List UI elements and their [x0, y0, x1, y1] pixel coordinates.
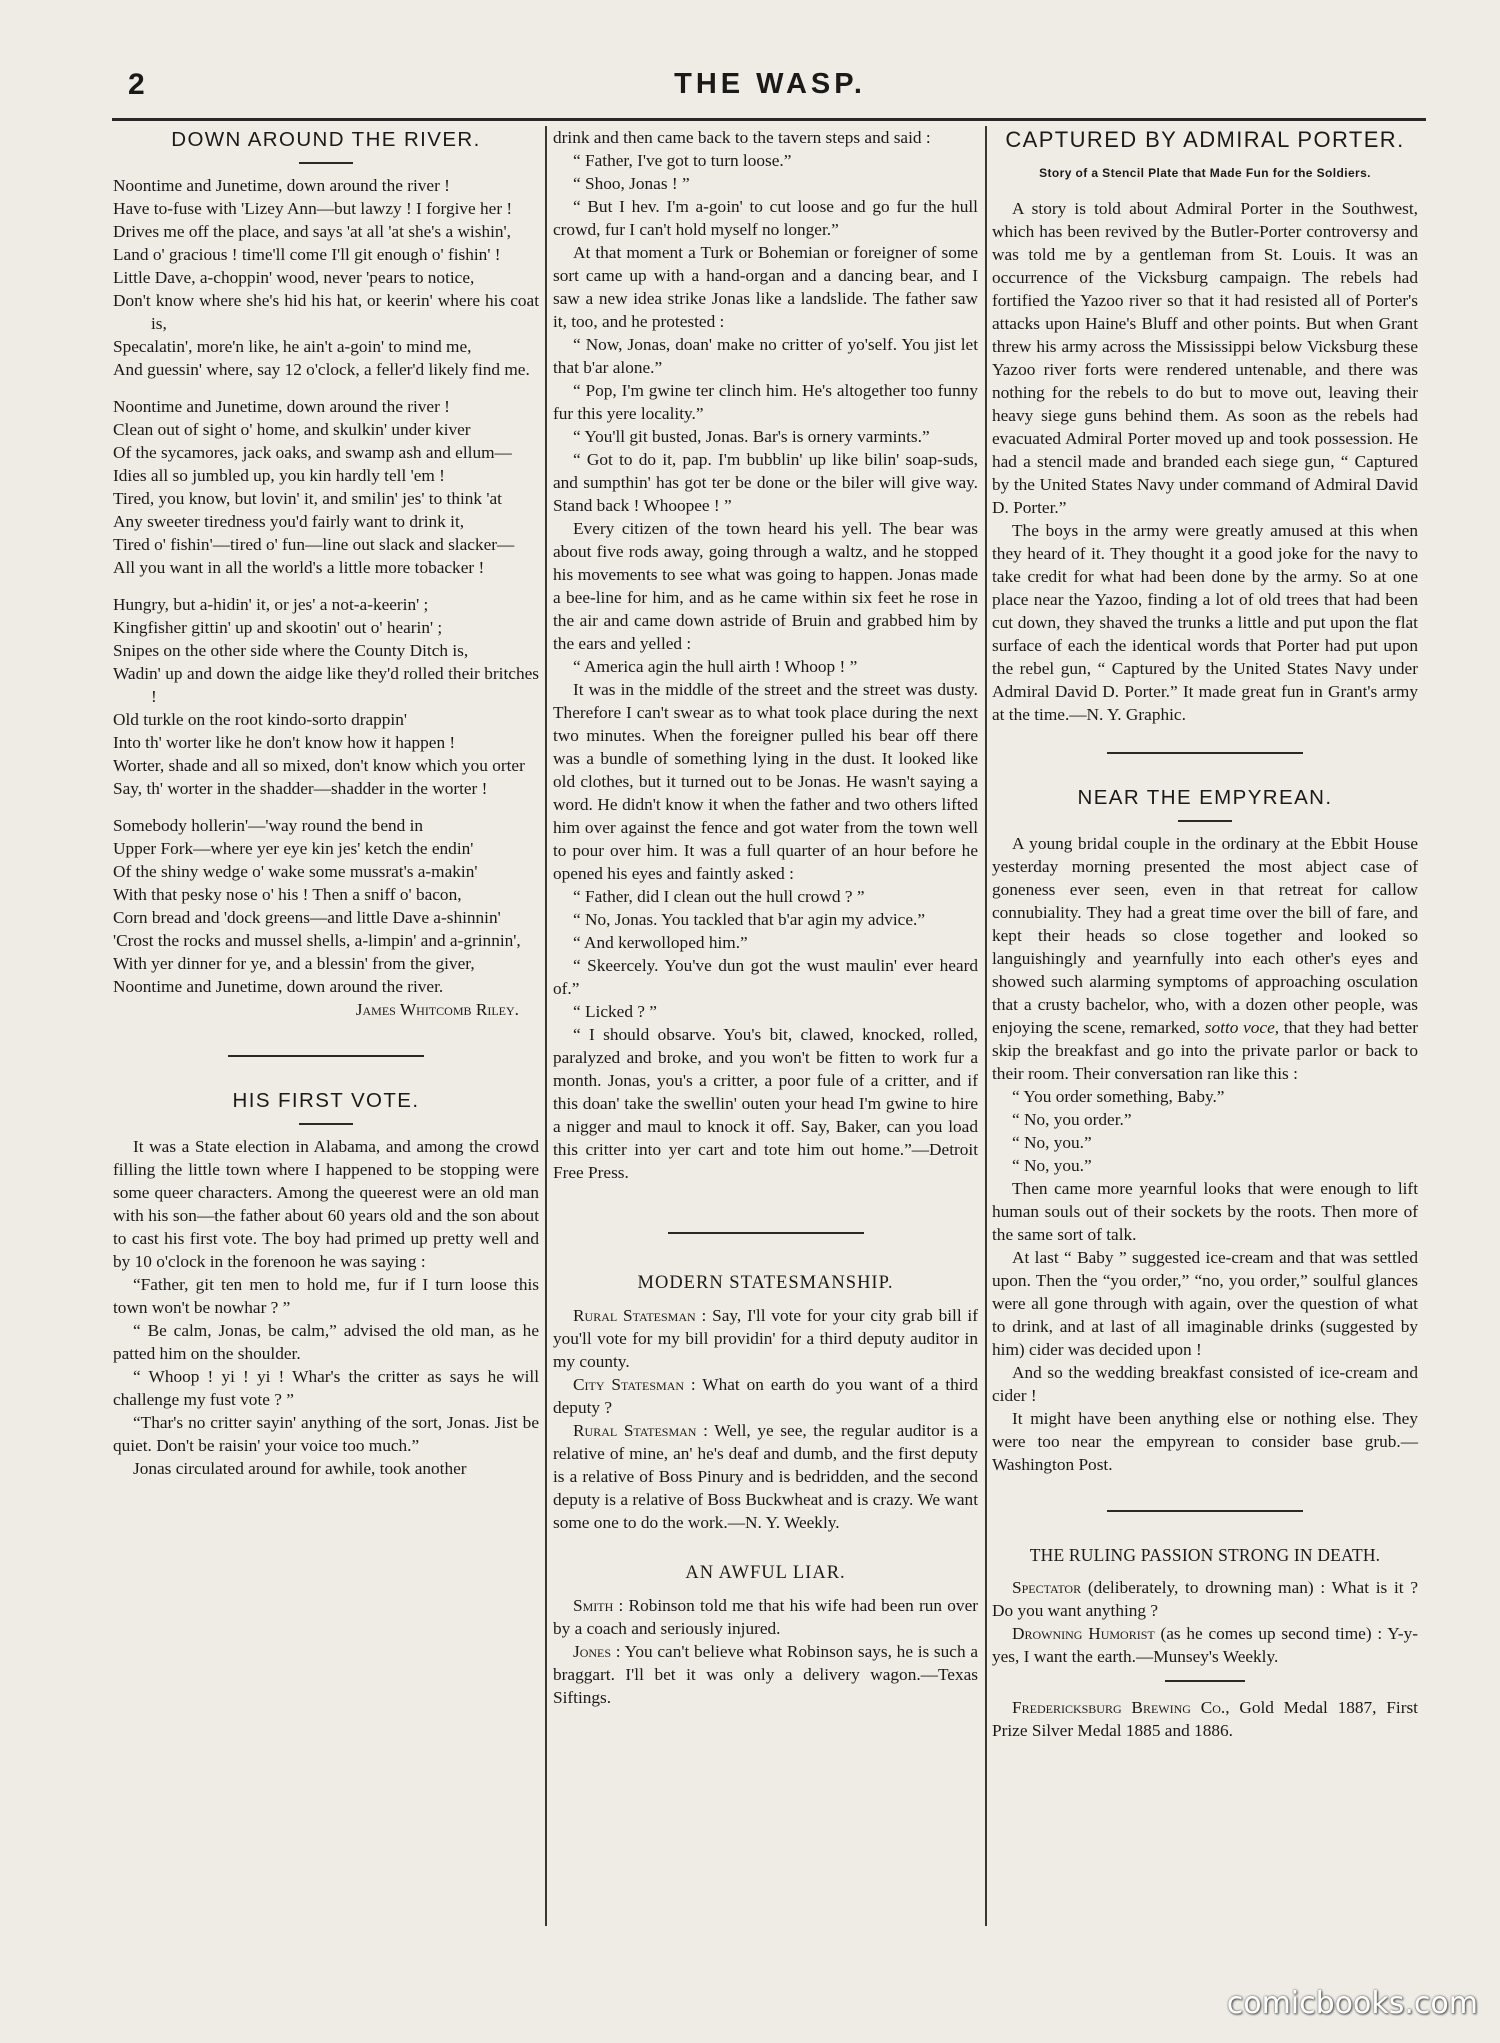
- dialogue-line: [553, 1640, 978, 1709]
- paragraph: It was a State election in Alabama, and among the crowd filling the little town where I happened to be stopping were some queer characters. Among the queerest were an old man with his son—the father about 60 years old and the son about to cast his first vote. The boy had primed up pretty well and by 10 o'clock in the forenoon he was saying :: [113, 1137, 539, 1271]
- column-divider: [545, 126, 547, 1926]
- poem-line: Little Dave, a-choppin' wood, never 'pears to notice,: [113, 268, 475, 287]
- poem-line: Of the sycamores, jack oaks, and swamp ash and ellum—: [113, 443, 512, 462]
- dialogue-line: [553, 1373, 978, 1419]
- poem-line: Land o' gracious ! time'll come I'll git enough o' fishin' !: [113, 245, 501, 264]
- column-1: [113, 126, 539, 1926]
- paragraph: It was in the middle of the street and the street was dusty. Therefore I can't swear as to what took place during the next two minutes. When the foreigner pulled his bear off there was a bundle of something lying in the dust. It looked like old clothes, but it turned out to be Jonas. He wasn't saying a word. He didn't know it when the father and two others lifted him over against the fence and got water from the town well to pour over him. It was a full quarter of an hour before he opened his eyes and faintly asked :: [553, 680, 978, 883]
- poem-line: Don't know where she's hid his hat, or keerin' where his coat is,: [113, 291, 539, 333]
- porter-article: [992, 197, 1418, 726]
- poem-line: Of the shiny wedge o' wake some mussrat's a-makin': [113, 862, 478, 881]
- poem-author: James Whitcomb Riley.: [355, 1000, 519, 1019]
- paragraph: “ Pop, I'm gwine ter clinch him. He's altogether too funny fur this yere locality.”: [553, 381, 978, 423]
- vote-article-continued: [553, 126, 978, 1184]
- poem-line: Idies all so jumbled up, you kin hardly tell 'em !: [113, 466, 445, 485]
- brewing-ad: Fredericksburg Brewing Co., Gold Medal 1887, First Prize Silver Medal 1885 and 1886.: [992, 1698, 1418, 1740]
- watermark: comicbooks.com: [1226, 1986, 1478, 2021]
- poem-line: Snipes on the other side where the County Ditch is,: [113, 641, 469, 660]
- paragraph: It might have been anything else or nothing else. They were too near the empyrean to consider base grub.—Washington Post.: [992, 1409, 1418, 1474]
- poem-line: Wadin' up and down the aidge like they'd rolled their britches !: [113, 664, 539, 706]
- speaker-text: What on earth do you want of a third deputy ?: [553, 1375, 978, 1417]
- paragraph: drink and then came back to the tavern steps and said :: [553, 128, 931, 147]
- paragraph: Then came more yearnful looks that were enough to lift human souls out of their sockets by the roots. Then more of the same sort of talk.: [992, 1179, 1418, 1244]
- paragraph: Every citizen of the town heard his yell. The bear was about five rods away, going through a waltz, and he stopped his movements to see what was going to happen. Jonas made a bee-line for him, and as he came within six feet he rose in the air and came down astride of Bruin and grabbed him by the ears and yelled :: [553, 519, 978, 653]
- speaker-text: Say, I'll vote for your city grab bill if you'll vote for my bill providin' for a third deputy auditor in my county.: [553, 1306, 978, 1371]
- speaker-name: Jones :: [573, 1642, 621, 1661]
- speaker-name: Drowning Humorist: [1012, 1624, 1155, 1643]
- poem-line: Kingfisher gittin' up and skootin' out o' hearin' ;: [113, 618, 443, 637]
- column-divider: [985, 126, 987, 1926]
- passion-title: THE RULING PASSION STRONG IN DEATH.: [1029, 1545, 1381, 1565]
- paragraph: The boys in the army were greatly amused at this when they heard of it. They thought it a good joke for the navy to take credit for what had been done by the army. So at one place near the Yazoo, finding a lot of old trees that had been cut down, they shaved the trunks a little and put upon the flat surface of each the identical words that Porter had put upon the rebel gun, “ Captured by the United States Navy under Admiral David D. Porter.” It made great fun in Grant's army at the time.—N. Y. Graphic.: [992, 521, 1418, 724]
- title-rule: [1178, 820, 1232, 822]
- poem-line: Tired, you know, but lovin' it, and smilin' jes' to think 'at: [113, 489, 502, 508]
- liar-article: [553, 1594, 978, 1709]
- speaker-name: Spectator: [1012, 1578, 1082, 1597]
- paragraph: “ No, you.”: [1012, 1133, 1092, 1152]
- poem-river: [113, 174, 539, 998]
- section-rule: [228, 1055, 424, 1057]
- page-number: 2: [128, 68, 145, 101]
- poem-line: And guessin' where, say 12 o'clock, a feller'd likely find me.: [113, 360, 530, 379]
- poem-line: Corn bread and 'dock greens—and little Dave a-shinnin': [113, 908, 501, 927]
- header-rule: [112, 118, 1426, 121]
- poem-stanza: [113, 174, 539, 381]
- speaker-text: Robinson told me that his wife had been run over by a coach and seriously injured.: [553, 1596, 978, 1638]
- poem-line: Hungry, but a-hidin' it, or jes' a not-a-keerin' ;: [113, 595, 429, 614]
- paragraph: “ Be calm, Jonas, be calm,” advised the old man, as he patted him on the shoulder.: [113, 1321, 539, 1363]
- paragraph: “ Whoop ! yi ! yi ! Whar's the critter as says he will challenge my fust vote ? ”: [113, 1367, 539, 1409]
- paragraph: “ America agin the hull airth ! Whoop ! ”: [573, 657, 858, 676]
- statesman-article: [553, 1304, 978, 1534]
- page-header: [120, 62, 1420, 112]
- dialogue-line: [553, 1304, 978, 1373]
- passion-article: [992, 1576, 1418, 1668]
- section-rule: [1165, 1680, 1245, 1682]
- speaker-text: Well, ye see, the regular auditor is a relative of mine, an' he's deaf and dumb, and the first deputy is a relative of Boss Pinury and is bedridden, and the second deputy is a relative of Boss Buckwheat and is crazy. We want some one to do the work.—N. Y. Weekly.: [553, 1421, 978, 1532]
- empyrean-article: [992, 832, 1418, 1085]
- poem-line: Old turkle on the root kindo-sorto drappin': [113, 710, 407, 729]
- liar-title: AN AWFUL LIAR.: [685, 1563, 846, 1583]
- column-3: [992, 126, 1418, 1926]
- title-rule: [299, 1123, 353, 1125]
- paragraph: “ No, you order.”: [1012, 1110, 1132, 1129]
- statesman-title: MODERN STATESMANSHIP.: [637, 1273, 894, 1293]
- poem-line: 'Crost the rocks and mussel shells, a-limpin' and a-grinnin',: [113, 931, 521, 950]
- poem-line: Worter, shade and all so mixed, don't know which you orter: [113, 756, 525, 775]
- poem-line: With yer dinner for ye, and a blessin' from the giver,: [113, 954, 475, 973]
- paragraph: “ And kerwolloped him.”: [573, 933, 748, 952]
- title-rule: [299, 162, 353, 164]
- poem-stanza: [113, 814, 539, 998]
- paragraph: “ No, Jonas. You tackled that b'ar agin my advice.”: [573, 910, 926, 929]
- poem-line: Any sweeter tiredness you'd fairly want to drink it,: [113, 512, 465, 531]
- section-rule: [1107, 1510, 1303, 1512]
- poem-line: Into th' worter like he don't know how it happen !: [113, 733, 456, 752]
- section-rule: [668, 1232, 864, 1234]
- speaker-name: City Statesman :: [573, 1375, 696, 1394]
- newspaper-masthead: THE WASP.: [674, 68, 866, 100]
- poem-stanza: [113, 395, 539, 579]
- poem-stanza: [113, 593, 539, 800]
- paragraph: “ No, you.”: [1012, 1156, 1092, 1175]
- poem-line: All you want in all the world's a little more tobacker !: [113, 558, 485, 577]
- paragraph: A story is told about Admiral Porter in the Southwest, which has been revived by the Butler-Porter controversy and was told me by a gentleman from St. Louis. It was an occurrence of the Vicksburg campaign. The rebels had fortified the Yazoo river so that it had resisted all of Porter's attacks upon Haine's Bluff and other points. But when Grant threw his army across the Mississippi below Vicksburg these Yazoo river forts were rendered untenable, and there was nothing for the rebels to do but to move out, leaving their heavy siege guns behind them. As soon as the rebels had evacuated Admiral Porter moved up and took possession. He had a stencil made and branded each siege gun, “ Captured by the United States Navy under command of Admiral David D. Porter.”: [992, 199, 1418, 517]
- speaker-text: You can't believe what Robinson says, he is such a braggart. I'll bet it was only a delivery wagon.—Texas Siftings.: [553, 1642, 978, 1707]
- porter-title: CAPTURED BY ADMIRAL PORTER.: [1005, 127, 1405, 152]
- paragraph: “ Father, did I clean out the hull crowd ? ”: [573, 887, 865, 906]
- section-rule: [1107, 752, 1303, 754]
- speaker-text: (as he comes up second time) : Y-y-yes, I want the earth.—Munsey's Weekly.: [992, 1624, 1418, 1666]
- paragraph: “ But I hev. I'm a-goin' to cut loose and go fur the hull crowd, fur I can't hold myself no longer.”: [553, 197, 978, 239]
- empyrean-title: NEAR THE EMPYREAN.: [1077, 786, 1333, 809]
- dialogue-line: [553, 1419, 978, 1534]
- column-2: [553, 126, 978, 1926]
- speaker-text: (deliberately, to drowning man) : What is it ? Do you want anything ?: [992, 1578, 1418, 1620]
- poem-line: Noontime and Junetime, down around the river !: [113, 176, 450, 195]
- porter-subtitle: Story of a Stencil Plate that Made Fun for the Soldiers.: [1039, 166, 1371, 180]
- paragraph: Jonas circulated around for awhile, took another: [133, 1459, 467, 1478]
- paragraph: At last “ Baby ” suggested ice-cream and that was settled upon. Then the “you order,” “no, you order,” soulful glances were all gone through with again, over the question of what to drink, and at last of all imaginable drinks (suggested by him) cider was decided upon !: [992, 1248, 1418, 1359]
- paragraph: “ You'll git busted, Jonas. Bar's is ornery varmints.”: [573, 427, 930, 446]
- paragraph: “ Shoo, Jonas ! ”: [573, 174, 690, 193]
- paragraph: A young bridal couple in the ordinary at the Ebbit House yesterday morning presented the most abject case of goneness ever seen, even in that retreat for callow connubiality. They had a great time over the bill of fare, and kept their heads so close together and looked so languishingly and yearnfully into each other's eyes and showed such alarming symptoms of approaching osculation that a crusty bachelor, who, with a dozen other people, was enjoying the scene, remarked, sotto voce, that they had better skip the breakfast and go into the private parlor or back to their room. Their conversation ran like this :: [992, 834, 1418, 1083]
- speaker-name: Rural Statesman :: [573, 1421, 708, 1440]
- paragraph: “ I should obsarve. You's bit, clawed, knocked, rolled, paralyzed and broke, and you won't be fitten to work fur a month. Jonas, you's a critter, a poor fule of a critter, and if this doan' take the swellin' outen your head I'm gwine to hire a nigger and maul to knock it off. Say, Baker, can you load this critter into yer cart and tote him out home.”—Detroit Free Press.: [553, 1025, 978, 1182]
- speaker-name: Rural Statesman :: [573, 1306, 707, 1325]
- poem-title: DOWN AROUND THE RIVER.: [171, 128, 481, 151]
- paragraph: “ Now, Jonas, doan' make no critter of yo'self. You jist let that b'ar alone.”: [553, 335, 978, 377]
- vote-title: HIS FIRST VOTE.: [232, 1089, 420, 1112]
- poem-line: Somebody hollerin'—'way round the bend in: [113, 816, 424, 835]
- poem-line: Specalatin', more'n like, he ain't a-goin' to mind me,: [113, 337, 472, 356]
- paragraph: “Thar's no critter sayin' anything of the sort, Jonas. Jist be quiet. Don't be raisin' your voice too much.”: [113, 1413, 539, 1455]
- paragraph: “ Licked ? ”: [573, 1002, 657, 1021]
- dialogue-line: [992, 1622, 1418, 1668]
- poem-line: Clean out of sight o' home, and skulkin' under kiver: [113, 420, 471, 439]
- vote-article: [113, 1135, 539, 1480]
- dialogue-line: [992, 1576, 1418, 1622]
- paragraph: “ Skeercely. You've dun got the wust maulin' ever heard of.”: [553, 956, 978, 998]
- speaker-name: Smith :: [573, 1596, 624, 1615]
- poem-line: Drives me off the place, and says 'at all 'at she's a wishin',: [113, 222, 511, 241]
- paragraph: “ Got to do it, pap. I'm bubblin' up like bilin' soap-suds, and sumpthin' has got ter be done or the biler will give way. Stand back ! Whoopee ! ”: [553, 450, 978, 515]
- paragraph: “Father, git ten men to hold me, fur if I turn loose this town won't be nowhar ? ”: [113, 1275, 539, 1317]
- poem-line: Upper Fork—where yer eye kin jes' ketch the endin': [113, 839, 474, 858]
- paragraph: “ You order something, Baby.”: [1012, 1087, 1225, 1106]
- empyrean-dialogue: [992, 1085, 1418, 1476]
- paragraph: “ Father, I've got to turn loose.”: [573, 151, 792, 170]
- poem-line: With that pesky nose o' his ! Then a sniff o' bacon,: [113, 885, 462, 904]
- poem-line: Tired o' fishin'—tired o' fun—line out slack and slacker—: [113, 535, 515, 554]
- paragraph: And so the wedding breakfast consisted of ice-cream and cider !: [992, 1363, 1418, 1405]
- poem-line: Noontime and Junetime, down around the river.: [113, 977, 444, 996]
- poem-line: Say, th' worter in the shadder—shadder in the worter !: [113, 779, 488, 798]
- poem-line: Have to-fuse with 'Lizey Ann—but lawzy ! I forgive her !: [113, 199, 513, 218]
- paragraph: At that moment a Turk or Bohemian or foreigner of some sort came up with a hand-organ and a dancing bear, and I saw a new idea strike Jonas like a landslide. The father saw it, too, and he protested :: [553, 243, 978, 331]
- dialogue-line: [553, 1594, 978, 1640]
- poem-line: Noontime and Junetime, down around the river !: [113, 397, 450, 416]
